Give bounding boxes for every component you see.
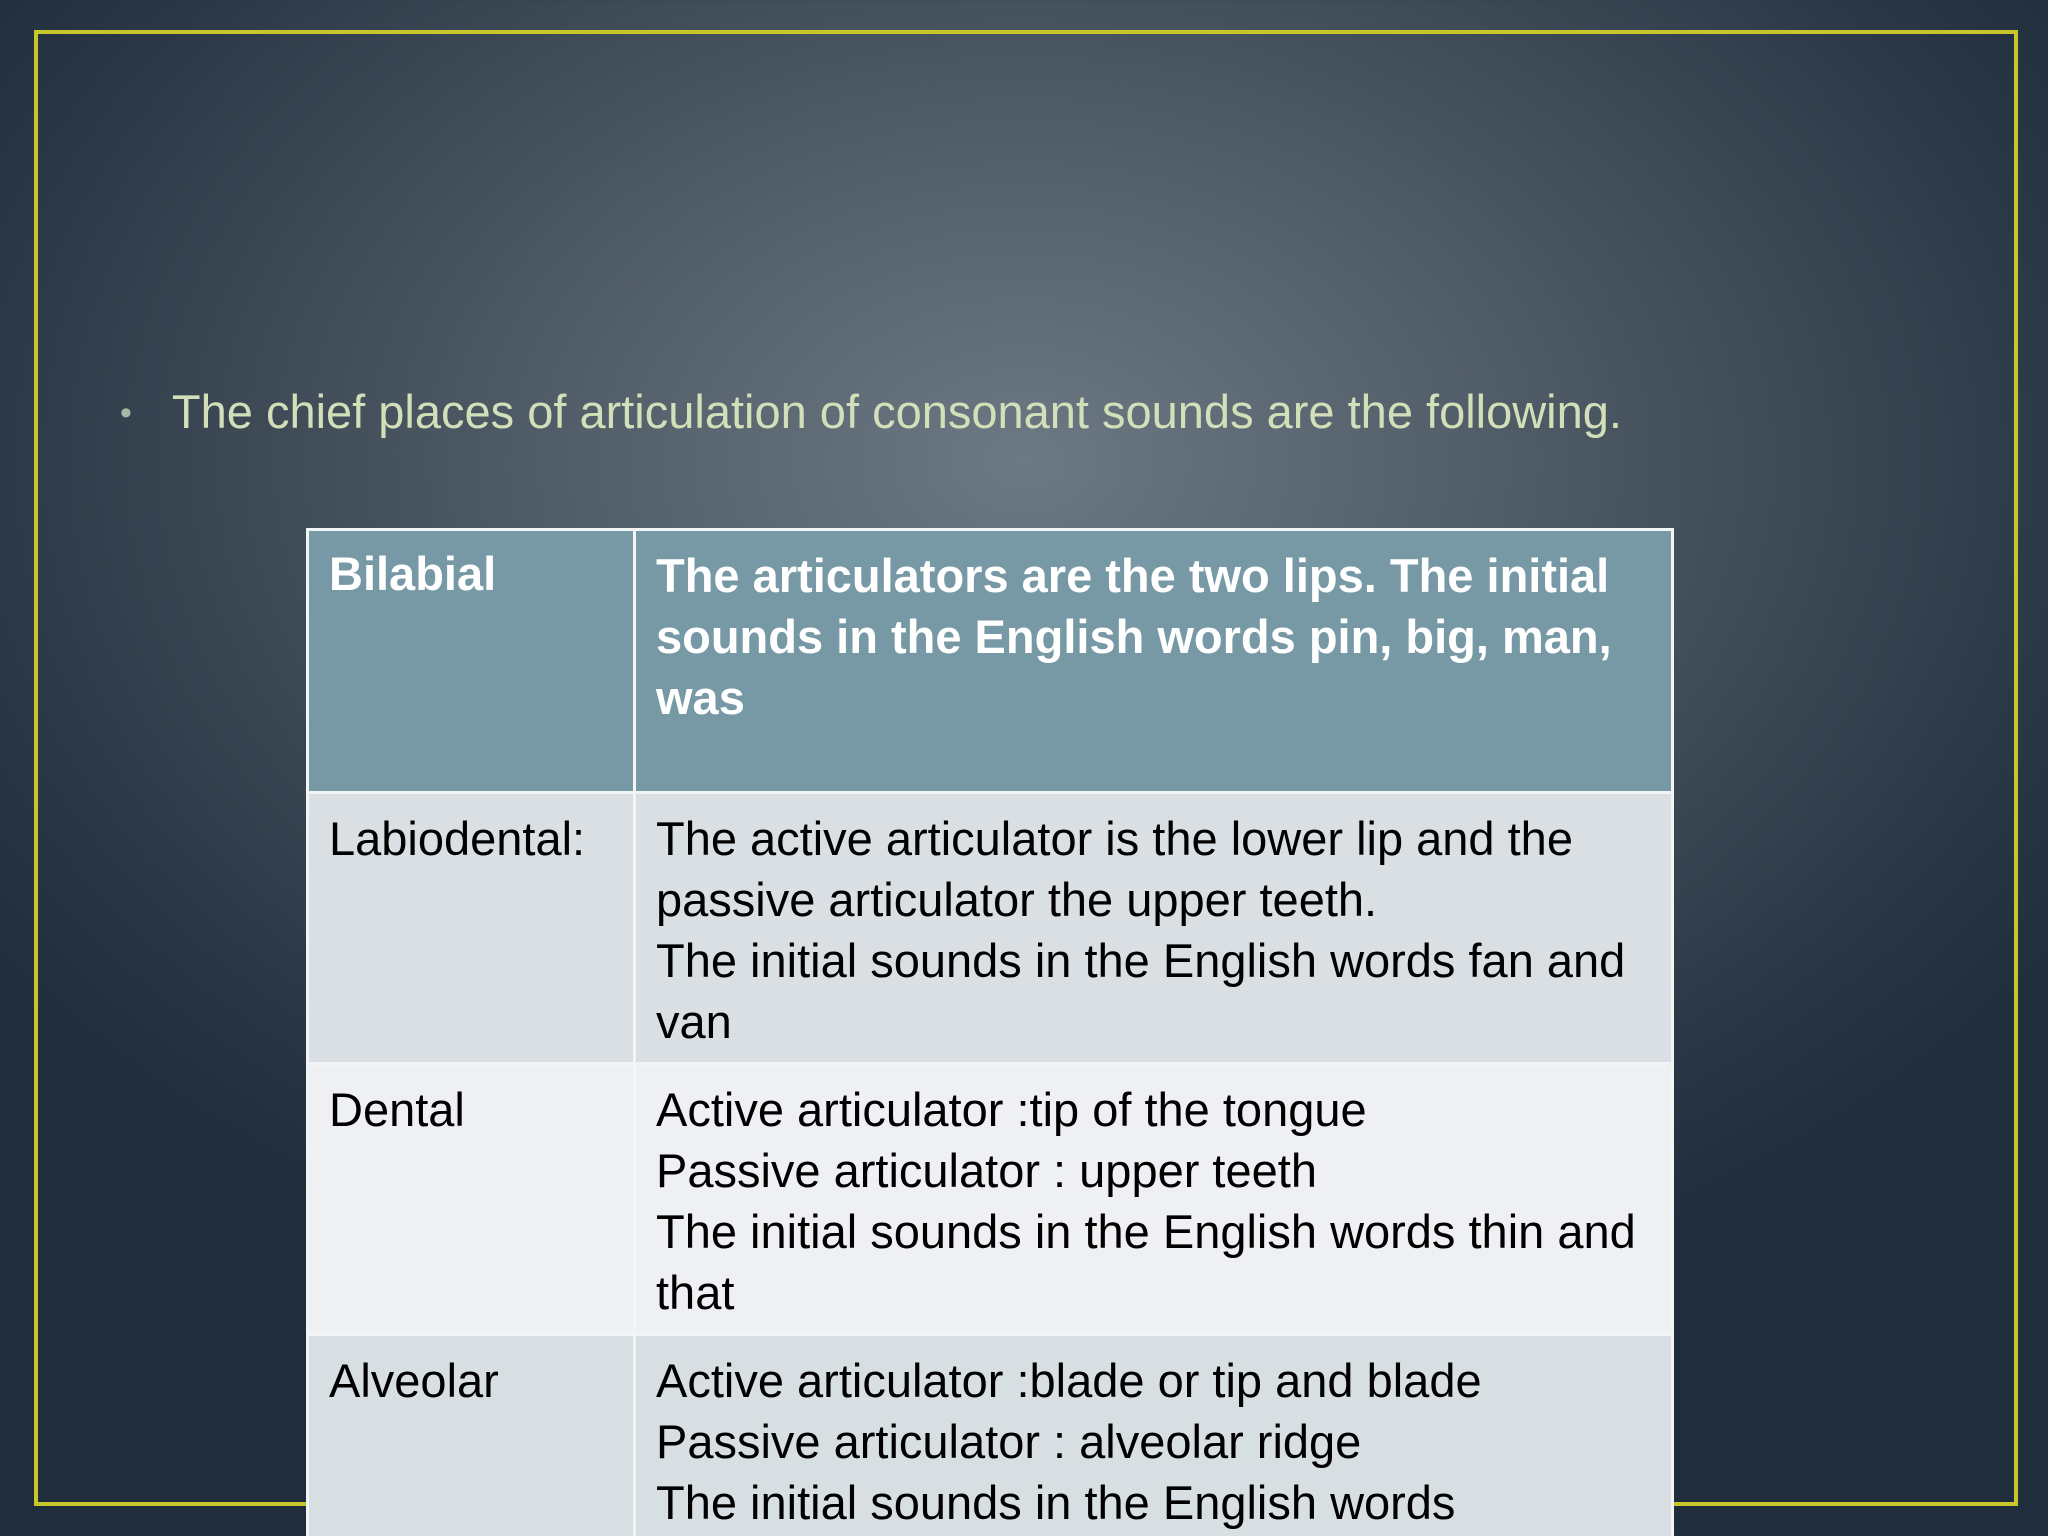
bullet-text: The chief places of articulation of consonant sounds are the following. — [171, 385, 1622, 438]
description-line: The initial sounds in the English words thin and that — [656, 1205, 1636, 1319]
table-cell-label: Alveolar — [308, 1335, 635, 1536]
bullet-item — [120, 384, 1622, 439]
table-cell-description — [635, 1064, 1673, 1335]
table-cell-label: Bilabial — [308, 530, 635, 793]
description-line: The active articulator is the lower lip and the passive articulator the upper teeth. — [656, 812, 1573, 926]
table-cell-description: The articulators are the two lips. The initial sounds in the English words pin, big, man, was — [635, 530, 1673, 793]
description-line: Active articulator :tip of the tongue — [656, 1083, 1367, 1136]
description-line: Passive articulator : upper teeth — [656, 1144, 1317, 1197]
description-line: Passive articulator : alveolar ridge — [656, 1415, 1362, 1468]
bullet-point-icon: • — [120, 394, 132, 432]
table-row — [308, 1335, 1673, 1536]
table-cell-label: Dental — [308, 1064, 635, 1335]
table-cell-label: Labiodental: — [308, 793, 635, 1064]
articulation-table — [306, 528, 1674, 1536]
table-header-row — [308, 530, 1673, 793]
description-line: The initial sounds in the English words fan and van — [656, 934, 1626, 1048]
table-row — [308, 793, 1673, 1064]
description-line: The initial sounds in the English words — [656, 1476, 1456, 1529]
table-cell-description — [635, 1335, 1673, 1536]
table-row — [308, 1064, 1673, 1335]
description-line: Active articulator :blade or tip and blade — [656, 1354, 1482, 1407]
table-cell-description — [635, 793, 1673, 1064]
